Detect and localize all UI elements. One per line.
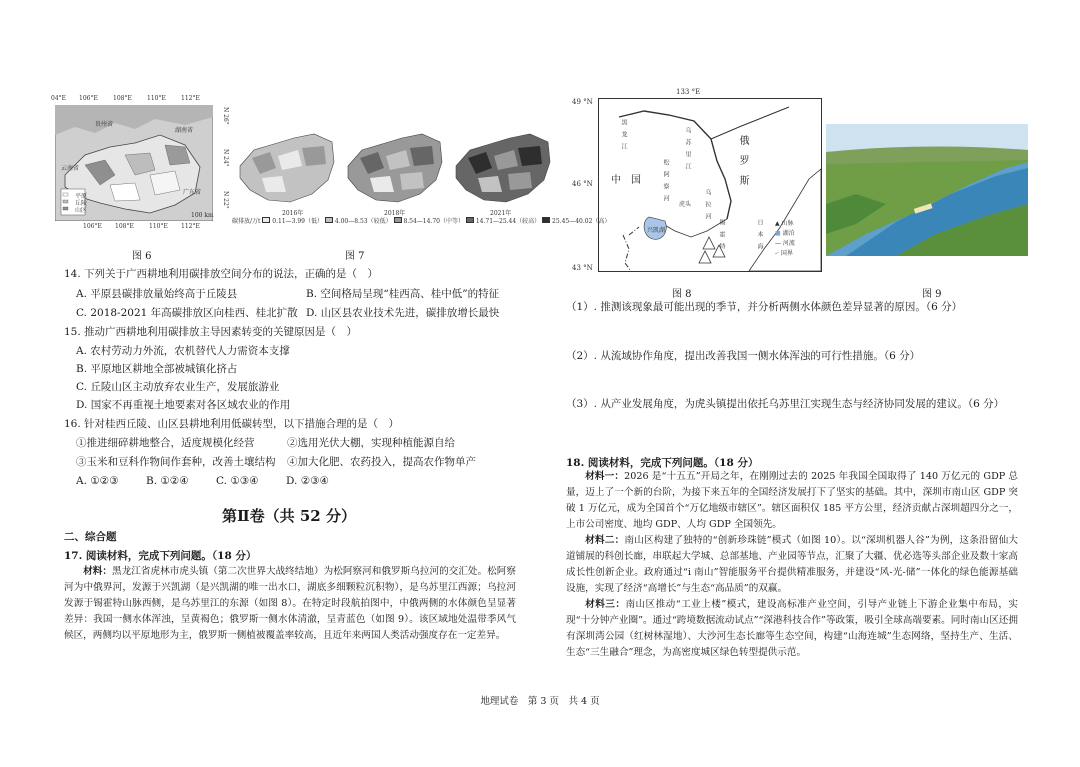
q18-material-3: 材料三：南山区推动“工业上楼”模式，建设高标准产业空间，引导产业链上下游企业集中布局，实现“十分钟产业圈”。通过“跨境数据流动试点”“深港科技合作”等政策，吸引全球高端要素。同时南山区还拥有深圳湾公园（红树林湿地）、大沙河生态长廊等生态空间，构建“山海连城”生态网络，坚持生产、生活、生态“三生融合”理念，为高密度城区绿色转型提供示范。 xyxy=(566,599,1019,658)
fig8-lon: 133 °E xyxy=(676,88,701,96)
year-2016: 2016年 xyxy=(282,210,304,217)
q18-material-1: 材料一：2026 是“十五五”开局之年，在刚刚过去的 2025 年我国全国取得了 140 万亿元的 GDP 总量，迈上了一个新的台阶，为接下来五年的全国经济发展打下了坚实的基础。其中，深圳市南山区 GDP 突破 1 万亿元，成为全国首个“万亿地级市辖区”。辖区面积仅 185 平方公里，经济贡献占深圳超四分之一，上市公司密度、地均 GDP、人均 GDP 全国领先。 xyxy=(566,471,1019,530)
legend-swatch-5 xyxy=(542,217,550,223)
q17-head: 17. 阅读材料，完成下列问题。（18 分） xyxy=(64,550,257,562)
part-2-title: 第Ⅱ卷（共 52 分） xyxy=(222,507,356,525)
label-russia: 俄 罗 斯 xyxy=(737,135,748,185)
q16-stem: 16. 针对桂西丘陵、山区县耕地利用低碳转型，以下措施合理的是（ ） xyxy=(64,418,400,430)
fig8-lat-top: 49 °N xyxy=(572,98,593,106)
q17-material-label: 材料： xyxy=(83,566,113,577)
fig6-caption: 图 6 xyxy=(132,251,152,262)
province-hunan: 湖南省 xyxy=(175,127,194,134)
lake-icon: ■ xyxy=(775,230,783,237)
q14-option-d[interactable]: D. 山区县农业技术先进，碳排放增长最快 xyxy=(306,307,500,319)
fig7-legend xyxy=(232,216,611,225)
q16-statement-3: ③玉米和豆科作物间作套种，改善土壤结构 xyxy=(76,456,276,468)
fig8-caption: 图 8 xyxy=(672,289,692,300)
q18-material-2: 材料二：南山区构建了独特的“创新珍珠链”模式（如图 10）。以“深圳机器人谷”为例，这条沿留仙大道铺展的科创长廊，串联起大学城、总部基地、产业园等节点，汇聚了大疆、优必选等头部企业及数十家高成长性创新企业。政府通过“i 南山”智能服务平台提供精准服务，并建设“风-光-储”一体化的绿色能源基础设施，实现了经济“高增长”与生态“高品质”的双赢。 xyxy=(566,535,1019,594)
q16-option-b[interactable]: B. ①②④ xyxy=(146,475,189,487)
river-icon: — xyxy=(775,240,783,247)
q16-statement-4: ④加大化肥、农药投入，提高农作物单产 xyxy=(287,456,476,468)
q15-option-a[interactable]: A. 农村劳动力外流，农机替代人力需资本支撑 xyxy=(76,345,290,357)
border-icon: -· xyxy=(775,250,781,257)
q16-option-c[interactable]: C. ①③④ xyxy=(216,475,259,487)
fig8-legend xyxy=(775,219,819,259)
legend-plain: 平原 xyxy=(75,193,88,200)
fig9-caption: 图 9 xyxy=(922,289,942,300)
fig7-map-2018 xyxy=(340,128,445,208)
q14-option-c[interactable]: C. 2018-2021 年高碳排放区向桂西、桂北扩散 xyxy=(76,307,298,319)
q17-sub-3: （3）. 从产业发展角度，为虎头镇提出依托乌苏里江实现生态与经济协同发展的建议。（6 分） xyxy=(566,398,1005,410)
label-china: 中 国 xyxy=(611,175,641,186)
legend-border: -· 国界 xyxy=(775,250,793,257)
label-heilongjiang: 黑 龙 江 xyxy=(620,119,627,149)
q16-statement-2: ②选用光伏大棚，实现种植能源自给 xyxy=(287,437,455,449)
province-yunnan: 云南省 xyxy=(61,165,80,172)
q14-stem: 14. 下列关于广西耕地利用碳排放空间分布的说法，正确的是（ ） xyxy=(64,268,379,280)
label-sea: 日 本 海 xyxy=(756,219,763,249)
q17-material-text: 黑龙江省虎林市虎头镇（第二次世界大战终结地）为松阿察河和俄罗斯乌拉河的交汇处。松阿察河为中俄界河，发源于兴凯湖（是兴凯湖的唯一出水口，湖底多细颗粒沉积物），是乌苏里江西源；乌拉河发源于锡霍特山脉西侧，是乌苏里江的东源（如图 8）。在特定时段航拍图中，中俄两侧的水体颜色呈显著差异：我国一侧水体浑浊，呈黄褐色；俄罗斯一侧水体清澈，呈青蓝色（如图 9）。该区域地处温带季风气候区，两侧均以平原地形为主，俄罗斯一侧植被覆盖率较高，且近年来两国人类活动强度存在一定差异。 xyxy=(64,566,517,641)
legend-hills: 丘陵 xyxy=(75,200,88,207)
year-2018: 2018年 xyxy=(384,210,406,217)
province-guangdong: 广东省 xyxy=(183,189,202,196)
q18-head: 18. 阅读材料，完成下列问题。（18 分） xyxy=(566,457,759,469)
fig8-lat-mid: 46 °N xyxy=(572,180,593,188)
river-photo xyxy=(826,124,1028,256)
label-sikhote: 锡 霍 特 xyxy=(718,219,725,249)
legend-label-1: 0.11—3.99（低） xyxy=(272,218,324,225)
legend-lake: ■ 湖泊 xyxy=(775,230,795,237)
legend-swatch-1 xyxy=(262,217,270,223)
q15-option-b[interactable]: B. 平原地区耕地全部被城镇化挤占 xyxy=(76,363,238,375)
legend-swatch-2 xyxy=(325,217,333,223)
legend-label-3: 8.54—14.70（中等） xyxy=(403,218,464,225)
legend-label-5: 25.45—40.02（高） xyxy=(552,218,611,225)
legend-swatch-3 xyxy=(394,217,402,223)
fig6-lat: N 26° N 24° N 22° xyxy=(222,107,229,209)
scale-bar: 100 km xyxy=(191,212,214,219)
legend-label-2: 4.00—8.53（较低） xyxy=(334,218,392,225)
label-songacha: 松 阿 察 河 xyxy=(662,159,669,201)
q17-material xyxy=(64,564,516,644)
q14-option-a[interactable]: A. 平原县碳排放量始终高于丘陵县 xyxy=(76,288,238,300)
q18-materials xyxy=(566,469,1018,661)
mountain-icon: ▲ xyxy=(775,220,782,227)
year-2021: 2021年 xyxy=(490,210,512,217)
q17-sub-2: （2）. 从流域协作角度，提出改善我国一侧水体浑浊的可行性措施。（6 分） xyxy=(566,350,921,362)
label-wula: 乌 拉 河 xyxy=(704,189,711,219)
q15-option-d[interactable]: D. 国家不再重视土地要素对各区域农业的作用 xyxy=(76,399,291,411)
fig7-map-2021 xyxy=(448,128,553,208)
province-guizhou: 贵州省 xyxy=(95,121,114,128)
fig8-lat-bottom: 43 °N xyxy=(572,264,593,272)
legend-title: 碳排放/万t xyxy=(232,218,261,225)
q14-option-b[interactable]: B. 空间格局呈现“桂西高、桂中低”的特征 xyxy=(306,288,500,300)
page-footer: 地理试卷 第 3 页 共 4 页 xyxy=(480,696,600,707)
label-xingkai-lake: 兴凯湖 xyxy=(647,227,666,234)
legend-mountain: ▲ 山脉 xyxy=(775,220,794,227)
legend-river: — 河流 xyxy=(775,240,795,247)
q16-statement-1: ①推进细碎耕地整合，适度规模化经营 xyxy=(76,437,255,449)
fig6-lon-top: 04°E 106°E 108°E 110°E 112°E xyxy=(51,95,200,102)
q17-sub-1: （1）. 推测该现象最可能出现的季节，并分析两侧水体颜色差异显著的原因。（6 分） xyxy=(566,301,963,313)
legend-mountain: 山区 xyxy=(75,207,88,214)
legend-label-4: 14.71—25.44（较高） xyxy=(475,218,541,225)
figure-9-photo xyxy=(826,124,1028,256)
q15-option-c[interactable]: C. 丘陵山区主动放弃农业生产，发展旅游业 xyxy=(76,381,280,393)
fig7-map-2016 xyxy=(232,128,337,208)
q15-stem: 15. 推动广西耕地利用碳排放主导因素转变的关键原因是（ ） xyxy=(64,326,358,338)
figure-6: 04°E 106°E 108°E 110°E 112°E 贵州省 湖南省 云南省 广东省 平原 丘陵 山区 100 km N 26° N 24° N 22° 106°E 108°E 110°E 112°E xyxy=(51,95,229,230)
figure-8 xyxy=(598,98,822,272)
q16-option-a[interactable]: A. ①②③ xyxy=(76,475,119,487)
label-wusuli: 乌 苏 里 江 xyxy=(684,127,691,169)
q16-option-d[interactable]: D. ②③④ xyxy=(286,475,329,487)
label-hutou: 虎头 xyxy=(679,201,692,208)
section-title: 二、综合题 xyxy=(64,531,117,543)
fig7-caption: 图 7 xyxy=(345,251,365,262)
legend-swatch-4 xyxy=(466,217,474,223)
